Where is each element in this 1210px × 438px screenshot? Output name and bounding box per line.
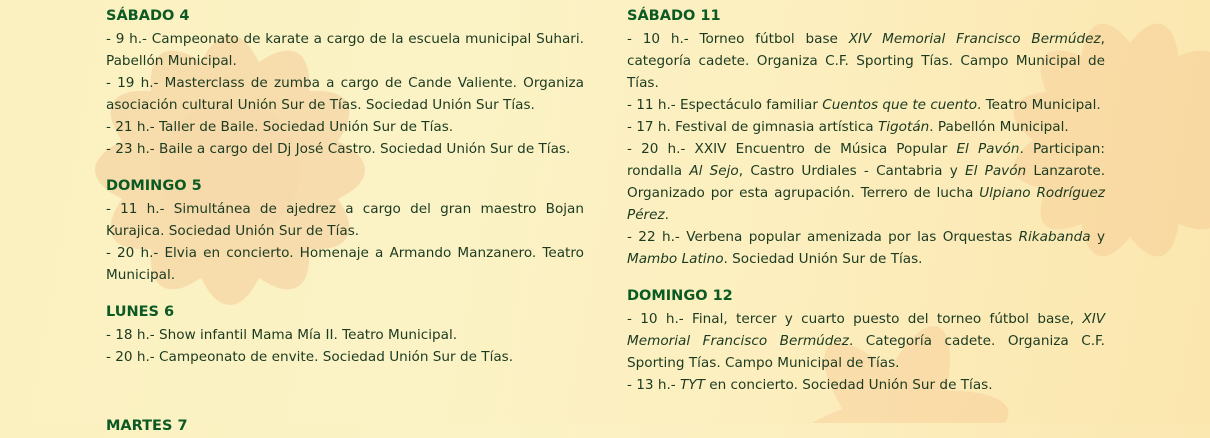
event-entry: - 13 h.- TYT en concierto. Sociedad Unión Sur de Tías. xyxy=(627,377,993,393)
event-entry: - 23 h.- Baile a cargo del Dj José Castro. Sociedad Unión Sur de Tías. xyxy=(106,141,571,157)
event-entry: - 22 h.- Verbena popular amenizada por las Orquestas Rikabanda y Mambo Latino. Sociedad Unión Sur de Tías. xyxy=(627,229,1105,267)
event-entry: - 20 h.- Elvia en concierto. Homenaje a Armando Manzanero. Teatro Municipal. xyxy=(106,245,584,283)
right-column xyxy=(627,4,1105,396)
event-entry: - 19 h.- Masterclass de zumba a cargo de Cande Valiente. Organiza asociación cultural Unión Sur de Tías. Sociedad Unión Sur Tías. xyxy=(106,75,584,113)
event-entry: - 18 h.- Show infantil Mama Mía II. Teatro Municipal. xyxy=(106,327,458,343)
event-entry: - 11 h.- Espectáculo familiar Cuentos que te cuento. Teatro Municipal. xyxy=(627,97,1101,113)
event-entry: - 21 h.- Taller de Baile. Sociedad Unión Sur de Tías. xyxy=(106,119,454,135)
day-heading-sabado-4: SÁBADO 4 xyxy=(106,8,190,24)
event-entry: - 20 h.- Campeonato de envite. Sociedad Unión Sur de Tías. xyxy=(106,349,514,365)
day-heading-sabado-11: SÁBADO 11 xyxy=(627,8,721,24)
day-heading-domingo-5: DOMINGO 5 xyxy=(106,178,202,194)
event-entry: - 10 h.- Torneo fútbol base XIV Memorial Francisco Bermúdez, categoría cadete. Organiza C.F. Sporting Tías. Campo Municipal de Tías. xyxy=(627,31,1105,91)
event-entry: - 9 h.- Campeonato de karate a cargo de la escuela municipal Suhari. Pabellón Municipal. xyxy=(106,31,584,69)
left-column xyxy=(106,4,584,368)
event-entry: - 10 h.- Final, tercer y cuarto puesto del torneo fútbol base, XIV Memorial Francisco Bermúdez. Categoría cadete. Organiza C.F. Sporting Tías. Campo Municipal de Tías. xyxy=(627,311,1105,371)
event-entry: - 17 h. Festival de gimnasia artística Tigotán. Pabellón Municipal. xyxy=(627,119,1069,135)
event-entry: - 11 h.- Simultánea de ajedrez a cargo del gran maestro Bojan Kurajica. Sociedad Unión Sur de Tías. xyxy=(106,201,584,239)
day-heading-domingo-12: DOMINGO 12 xyxy=(627,288,733,304)
day-heading-lunes-6: LUNES 6 xyxy=(106,304,175,320)
event-entry: - 20 h.- XXIV Encuentro de Música Popular El Pavón. Participan: rondalla Al Sejo, Castro Urdiales - Cantabria y El Pavón Lanzarote. Organizado por esta agrupación. Terrero de lucha Ulpiano Rodríguez Pérez. xyxy=(627,141,1106,223)
day-heading-martes-7-cut: MARTES 7 xyxy=(106,418,188,434)
